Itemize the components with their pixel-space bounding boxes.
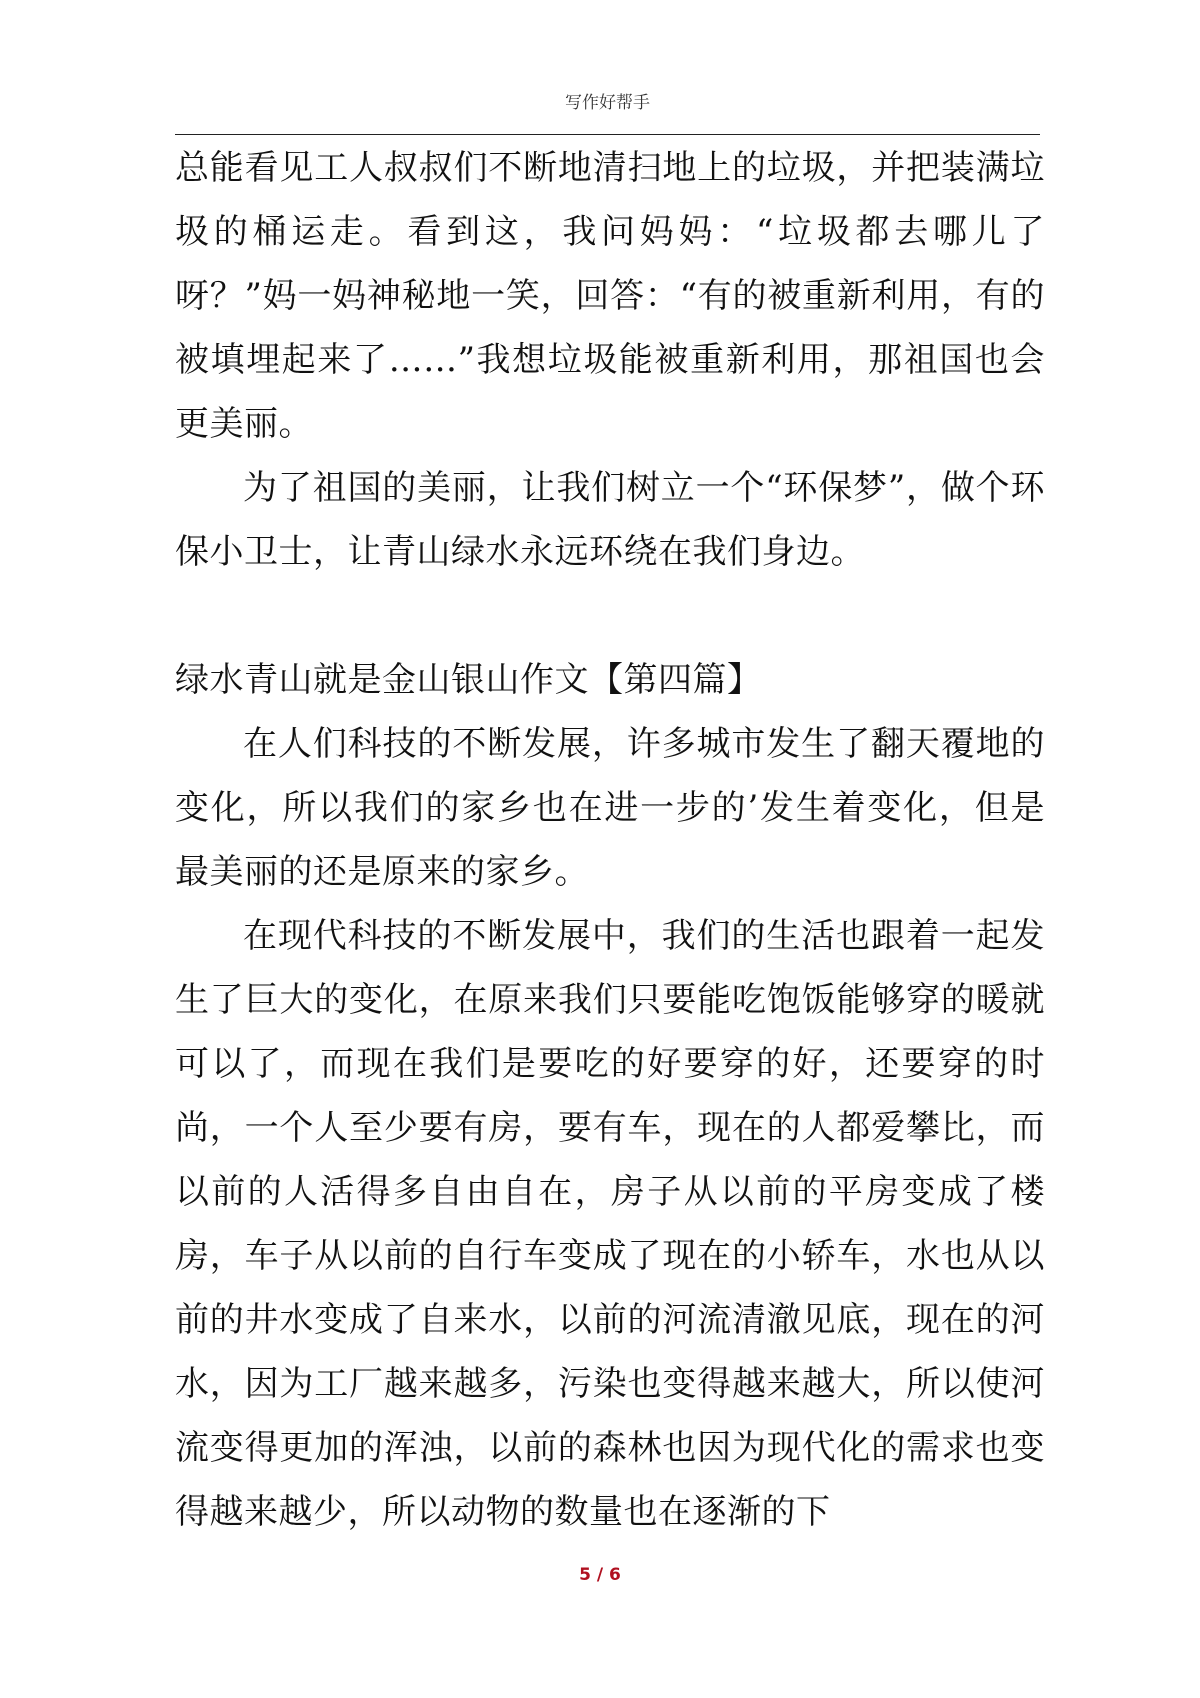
paragraph-intro: 在人们科技的不断发展，许多城市发生了翻天覆地的变化，所以我们的家乡也在进一步的’发生着变化，但是最美丽的还是原来的家乡。 [175, 724, 1045, 892]
paragraph-main: 在现代科技的不断发展中，我们的生活也跟着一起发生了巨大的变化，在原来我们只要能吃饱饭能够穿的暖就可以了，而现在我们是要吃的好要穿的好，还要穿的时尚，一个人至少要有房，要有车，现在的人都爱攀比，而以前的人活得多自由自在，房子从以前的平房变成了楼房，车子从以前的自行车变成了现在的小轿车，水也从以前的井水变成了自来水，以前的河流清澈见底，现在的河水，因为工厂越来越多，污染也变得越来越大，所以使河流变得更加的浑浊，以前的森林也因为现代化的需求也变得越来越少，所以动物的数量也在逐渐的下 [175, 916, 1045, 1532]
paragraph-conclusion: 为了祖国的美丽，让我们树立一个“环保梦”，做个环保小卫士，让青山绿水永远环绕在我们身边。 [175, 468, 1045, 572]
section-heading: 绿水青山就是金山银山作文【第四篇】 [175, 660, 762, 700]
paragraph-continued: 总能看见工人叔叔们不断地清扫地上的垃圾，并把装满垃圾的桶运走。看到这，我问妈妈：“垃圾都去哪儿了呀？”妈一妈神秘地一笑，回答：“有的被重新利用，有的被填埋起来了……”我想垃圾能被重新利用，那祖国也会更美丽。 [175, 148, 1045, 444]
header-divider [175, 134, 1040, 135]
page-number: 5 / 6 [579, 1565, 621, 1585]
page-header: 写作好帮手 [565, 93, 650, 113]
document-body [175, 136, 1045, 1544]
